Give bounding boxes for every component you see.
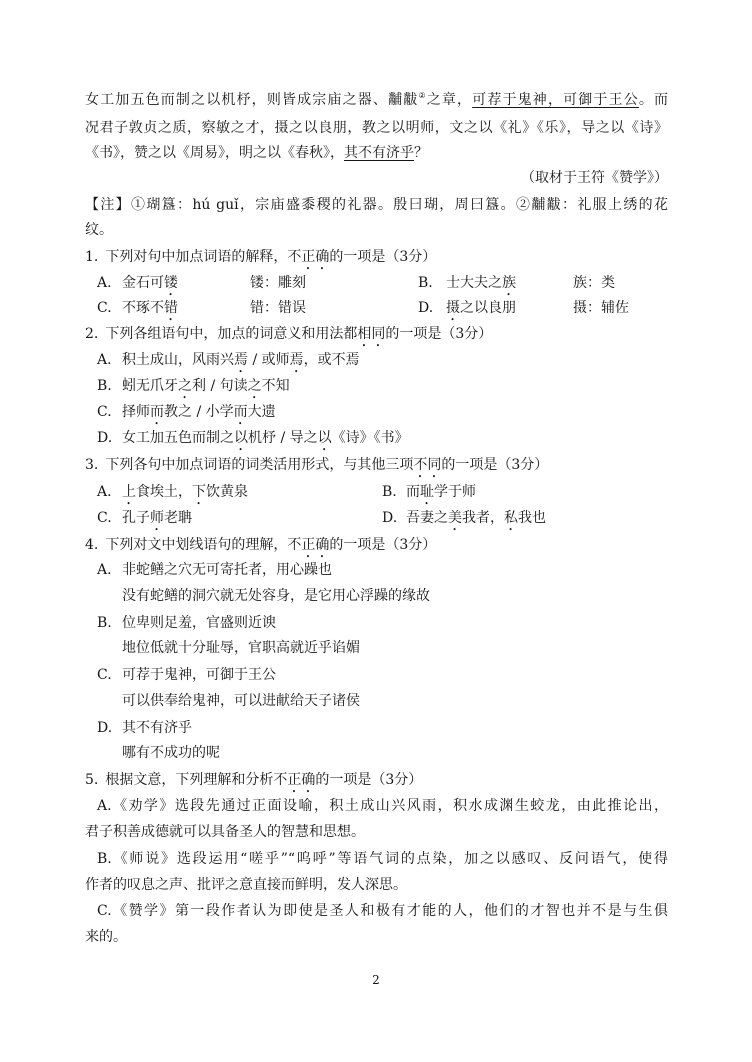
option-label: A. — [97, 352, 112, 368]
phrase-text: 我者， — [462, 510, 504, 526]
phrase-text: 金石可 — [122, 275, 164, 291]
option-label: B. — [97, 615, 112, 631]
question-4-option-c — [97, 665, 687, 685]
phrase-text: 老聃 — [164, 510, 192, 526]
option-phrase — [406, 482, 476, 508]
passage-text: 况君子敦贞之质，察敏之才，摄之以良朋，教之以明师，文之以《礼》《乐》，导之以《诗》 — [85, 120, 668, 136]
phrase-text: / 或师 — [248, 352, 290, 368]
phrase-text: 大遗 — [247, 404, 276, 420]
footnote-marker: ② — [418, 91, 427, 100]
dotted-word: 族 — [502, 275, 516, 291]
phrase-text: ，或不焉 — [303, 352, 360, 368]
option-gloss: 错：错误 — [250, 300, 306, 316]
page-number: 2 — [372, 973, 380, 987]
dotted-word: 焉 — [234, 352, 248, 368]
stem-text: 下列各句中加点词语的词类活用形式，与其他三项 — [105, 457, 414, 473]
option-label: D. — [97, 430, 113, 446]
option-meaning: 地位低就十分耻辱，官职高就近乎谄媚 — [122, 640, 360, 656]
option-label: C. — [97, 667, 112, 683]
emphasized-text: 正确 — [301, 537, 330, 553]
emphasized-text: 相同 — [357, 326, 386, 342]
passage-source-row — [0, 168, 752, 188]
dotted-word: 下 — [192, 484, 206, 500]
dotted-word: 之 — [178, 378, 192, 394]
option-label: A. — [97, 562, 112, 578]
question-5-option-b-line-2 — [85, 875, 685, 895]
dotted-word: 错 — [164, 300, 178, 316]
underlined-sentence: 其不有济乎 — [344, 145, 414, 161]
phrase-text: 教之 / 小学 — [164, 404, 234, 420]
question-number: 4. — [85, 537, 99, 553]
passage-text: ？ — [414, 145, 428, 161]
question-4-stem — [85, 535, 685, 555]
question-2-option-b — [97, 376, 687, 396]
option-meaning: 可以供奉给鬼神，可以进献给天子诸侯 — [122, 693, 360, 709]
option-phrase — [122, 298, 178, 324]
option-phrase — [446, 298, 516, 324]
option-gloss: 摄：辅佐 — [573, 300, 629, 316]
question-4-option-b — [97, 613, 687, 633]
question-1-stem — [85, 247, 685, 267]
stem-text: 根据文意，下列理解和分析不 — [105, 772, 288, 788]
option-text: 《劝学》选段先通过正面设喻，积土成山兴风雨，积水成渊生蛟龙，由此推论出， — [111, 798, 668, 814]
option-text: 作者的叹息之声、批评之意直接而鲜明，发人深思。 — [85, 877, 407, 893]
dotted-word: 焉 — [289, 352, 304, 368]
option-label: A. — [97, 275, 112, 291]
question-4-option-a-meaning — [122, 586, 682, 606]
question-number: 5. — [85, 772, 99, 788]
question-5-option-a-line-2 — [85, 822, 685, 842]
stem-text: 的一项是（3分） — [329, 249, 437, 265]
phrase-text: 积土成山，风雨兴 — [122, 352, 234, 368]
question-number: 1. — [85, 249, 99, 265]
question-2-stem — [85, 324, 685, 344]
option-phrase — [122, 508, 192, 534]
stem-text: 的一项是（3分） — [329, 537, 437, 553]
phrase-text: 士大夫之 — [446, 275, 502, 291]
phrase-text: 不琢不 — [122, 300, 164, 316]
question-4-option-c-meaning — [122, 691, 682, 711]
dotted-word: 美 — [448, 510, 462, 526]
stem-text: 下列对文中划线语句的理解，不 — [105, 537, 302, 553]
option-text: 可荐于鬼神，可御于王公 — [122, 667, 276, 683]
note-text: 【注】①瑚簋：hú guǐ，宗庙盛黍稷的礼器。殷曰瑚，周曰簋。②黼黻：礼服上绣的花 — [85, 197, 668, 213]
option-label: B. — [97, 378, 112, 394]
question-3-options-row-2 — [0, 508, 752, 528]
stem-text: 的一项是（3分） — [385, 326, 493, 342]
question-1-options-row-1 — [0, 273, 752, 293]
question-2-option-c — [97, 402, 687, 422]
passage-line-3 — [85, 143, 685, 163]
option-text: 非蛇鳝之穴无可寄托者，用心躁也 — [122, 562, 332, 578]
phrase-text: 蚓无爪牙 — [122, 378, 178, 394]
option-phrase — [446, 273, 516, 299]
phrase-text: 吾妻之 — [406, 510, 448, 526]
option-text: 位卑则足羞，官盛则近谀 — [122, 615, 276, 631]
question-3-options-row-1 — [0, 482, 752, 502]
question-4-option-d-meaning — [122, 743, 682, 763]
dotted-word: 摄 — [446, 300, 460, 316]
stem-text: 的一项是（3分） — [441, 457, 549, 473]
note-text: 纹。 — [85, 222, 113, 238]
dotted-word: 私 — [504, 510, 518, 526]
question-4-option-d — [97, 718, 687, 738]
phrase-text: 女工加五色而制之 — [122, 430, 234, 446]
passage-text: 女工加五色而制之以机杼，则皆成宗庙之器、黼黻 — [85, 92, 419, 108]
question-4-option-b-meaning — [122, 638, 682, 658]
option-label: D. — [97, 720, 113, 736]
question-5-option-c-line-1 — [97, 901, 668, 921]
passage-text: 《书》，赞之以《周易》，明之以《春秋》， — [85, 145, 344, 161]
option-phrase — [122, 273, 178, 299]
phrase-text: 学于师 — [434, 484, 476, 500]
question-1-options-row-2 — [0, 298, 752, 318]
dotted-word: 师 — [150, 510, 164, 526]
dotted-word: 之 — [247, 378, 262, 394]
dotted-word: 镂 — [164, 275, 178, 291]
question-4-option-a — [97, 560, 687, 580]
passage-text: 之章， — [426, 92, 473, 108]
note-line-1 — [85, 195, 668, 215]
question-number: 2. — [85, 326, 99, 342]
dotted-word: 而 — [150, 404, 164, 420]
question-5-option-a-line-1 — [97, 796, 668, 816]
stem-text: 下列各组语句中，加点的词意义和用法都 — [105, 326, 358, 342]
dotted-word: 而 — [233, 404, 248, 420]
question-2-option-d — [97, 428, 687, 448]
question-5-stem — [85, 770, 685, 790]
stem-text: 下列对句中加点词语的解释，不 — [105, 249, 302, 265]
question-3-stem — [85, 455, 685, 475]
emphasized-text: 正确 — [287, 772, 316, 788]
emphasized-text: 正确 — [301, 249, 330, 265]
question-number: 3. — [85, 457, 99, 473]
question-2-option-a — [97, 350, 687, 370]
phrase-text: 饮黄泉 — [206, 484, 248, 500]
option-label: A. — [97, 484, 112, 500]
phrase-text: 机杼 / 导之 — [248, 430, 318, 446]
option-label: B. — [97, 851, 112, 867]
passage-text: 。而 — [638, 92, 669, 108]
phrase-text: 《诗》《书》 — [331, 430, 409, 446]
phrase-text: 择师 — [122, 404, 150, 420]
passage-line-2 — [85, 118, 668, 138]
phrase-text: 孔子 — [122, 510, 150, 526]
phrase-text: 而 — [406, 484, 420, 500]
passage-source: （取材于王符《赞学》） — [521, 170, 668, 186]
option-label: A. — [97, 798, 112, 814]
option-text: 《赞学》第一段作者认为即使是圣人和极有才能的人，他们的才智也并不是与生俱 — [111, 903, 668, 919]
option-phrase — [406, 508, 546, 534]
question-5-option-c-line-2 — [85, 927, 685, 947]
option-meaning: 没有蛇鳝的洞穴就无处容身，是它用心浮躁的缘故 — [122, 588, 430, 604]
dotted-word: 上 — [122, 484, 136, 500]
option-label: D. — [382, 510, 398, 526]
question-5-option-b-line-1 — [97, 849, 668, 869]
passage-line-1 — [85, 90, 668, 110]
option-label: D. — [418, 300, 434, 316]
option-text: 其不有济乎 — [122, 720, 192, 736]
phrase-text: 我也 — [518, 510, 546, 526]
option-meaning: 哪有不成功的呢 — [122, 745, 220, 761]
option-label: C. — [97, 510, 112, 526]
option-text: 君子积善成德就可以具备圣人的智慧和思想。 — [85, 824, 365, 840]
dotted-word: 以 — [317, 430, 332, 446]
option-text: 《师说》选段运用“嗟乎”“呜呼”等语气词的点染，加之以感叹、反问语气，使得 — [111, 851, 668, 867]
option-gloss: 族：类 — [573, 275, 615, 291]
underlined-sentence: 可荐于鬼神，可御于王公 — [472, 92, 639, 108]
phrase-text: 不知 — [261, 378, 290, 394]
option-gloss: 镂：雕刻 — [250, 275, 306, 291]
option-text: 来的。 — [85, 929, 127, 945]
page-number-row — [0, 970, 752, 990]
dotted-word: 耻 — [420, 484, 434, 500]
option-label: B. — [418, 275, 433, 291]
phrase-text: 之以良朋 — [460, 300, 516, 316]
option-label: C. — [97, 903, 112, 919]
note-line-2 — [85, 220, 685, 240]
option-label: C. — [97, 300, 112, 316]
phrase-text: 食埃土， — [136, 484, 192, 500]
option-label: B. — [382, 484, 397, 500]
dotted-word: 以 — [234, 430, 248, 446]
emphasized-text: 不同 — [413, 457, 442, 473]
phrase-text: 利 / 句读 — [192, 378, 248, 394]
stem-text: 的一项是（3分） — [315, 772, 423, 788]
option-label: C. — [97, 404, 112, 420]
option-phrase — [122, 482, 248, 508]
